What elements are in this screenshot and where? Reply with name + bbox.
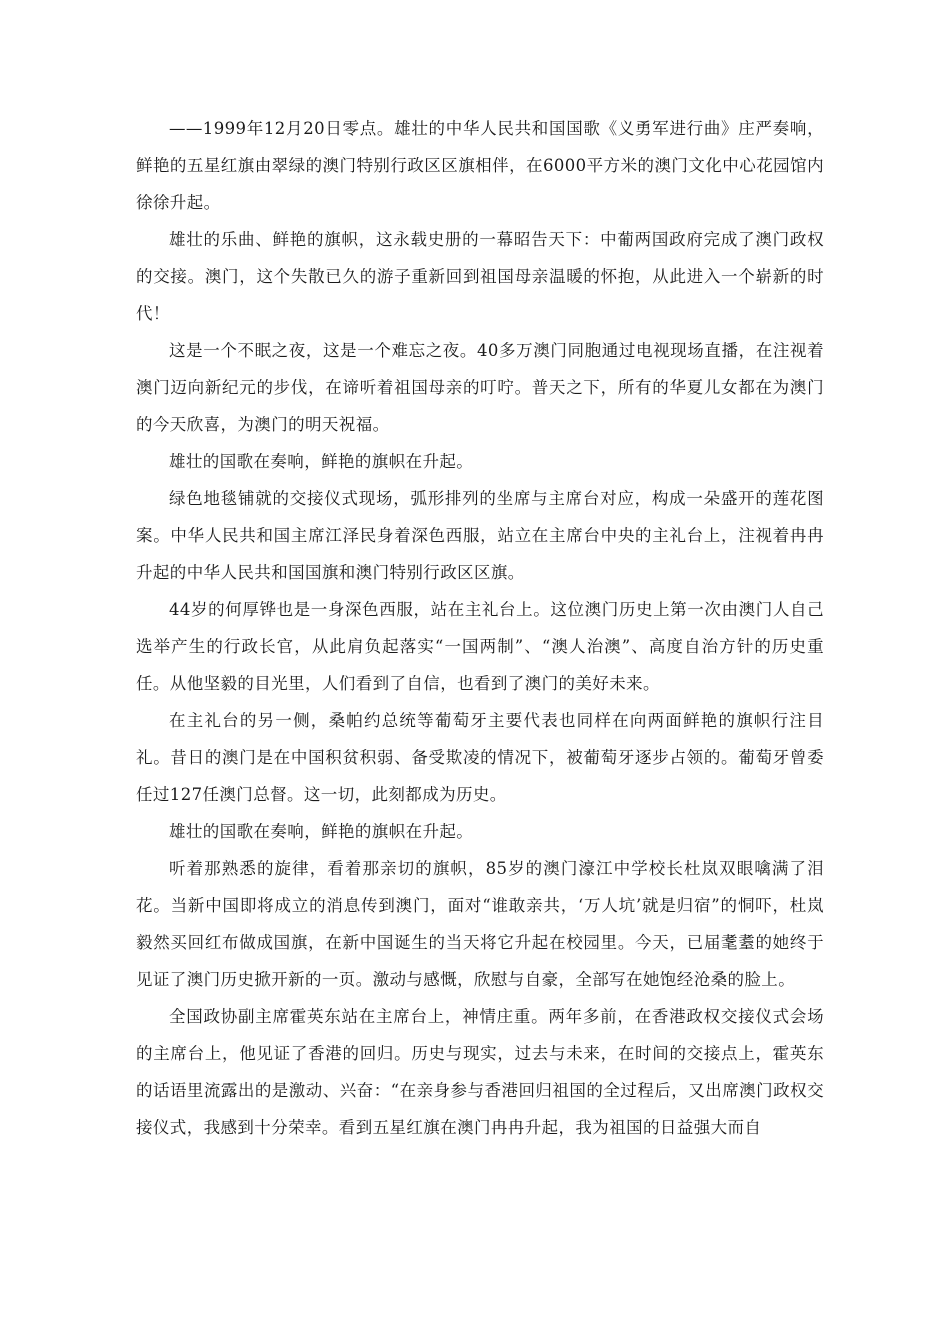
- paragraph: 听着那熟悉的旋律，看着那亲切的旗帜，85岁的澳门濠江中学校长杜岚双眼噙满了泪花。当新中国即将成立的消息传到澳门，面对“谁敢亲共，‘万人坑’就是归宿”的恫吓，杜岚毅然买回红布做成国旗，在新中国诞生的当天将它升起在校园里。今天，已届耄耋的她终于见证了澳门历史掀开新的一页。激动与感慨，欣慰与自豪，全部写在她饱经沧桑的脸上。: [136, 859, 824, 989]
- document-body: [136, 110, 824, 1146]
- paragraph: ——1999年12月20日零点。雄壮的中华人民共和国国歌《义勇军进行曲》庄严奏响，鲜艳的五星红旗由翠绿的澳门特别行政区区旗相伴，在6000平方米的澳门文化中心花园馆内徐徐升起。: [136, 119, 824, 212]
- paragraph: 44岁的何厚铧也是一身深色西服，站在主礼台上。这位澳门历史上第一次由澳门人自己选举产生的行政长官，从此肩负起落实“一国两制”、“澳人治澳”、高度自治方针的历史重任。从他坚毅的目光里，人们看到了自信，也看到了澳门的美好未来。: [136, 600, 824, 693]
- paragraph: 在主礼台的另一侧，桑帕约总统等葡萄牙主要代表也同样在向两面鲜艳的旗帜行注目礼。昔日的澳门是在中国积贫积弱、备受欺凌的情况下，被葡萄牙逐步占领的。葡萄牙曾委任过127任澳门总督。这一切，此刻都成为历史。: [136, 711, 824, 804]
- paragraph: 绿色地毯铺就的交接仪式现场，弧形排列的坐席与主席台对应，构成一朵盛开的莲花图案。中华人民共和国主席江泽民身着深色西服，站立在主席台中央的主礼台上，注视着冉冉升起的中华人民共和国国旗和澳门特别行政区区旗。: [136, 489, 824, 582]
- paragraph: 雄壮的国歌在奏响，鲜艳的旗帜在升起。: [169, 822, 474, 841]
- paragraph: 雄壮的国歌在奏响，鲜艳的旗帜在升起。: [169, 452, 474, 471]
- paragraph: 雄壮的乐曲、鲜艳的旗帜，这永载史册的一幕昭告天下：中葡两国政府完成了澳门政权的交接。澳门，这个失散已久的游子重新回到祖国母亲温暖的怀抱，从此进入一个崭新的时代！: [136, 230, 824, 323]
- paragraph: 这是一个不眠之夜，这是一个难忘之夜。40多万澳门同胞通过电视现场直播，在注视着澳门迈向新纪元的步伐，在谛听着祖国母亲的叮咛。普天之下，所有的华夏儿女都在为澳门的今天欣喜，为澳门的明天祝福。: [136, 341, 824, 434]
- paragraph: 全国政协副主席霍英东站在主席台上，神情庄重。两年多前，在香港政权交接仪式会场的主席台上，他见证了香港的回归。历史与现实，过去与未来，在时间的交接点上，霍英东的话语里流露出的是激动、兴奋：“在亲身参与香港回归祖国的全过程后，又出席澳门政权交接仪式，我感到十分荣幸。看到五星红旗在澳门冉冉升起，我为祖国的日益强大而自: [136, 1007, 824, 1137]
